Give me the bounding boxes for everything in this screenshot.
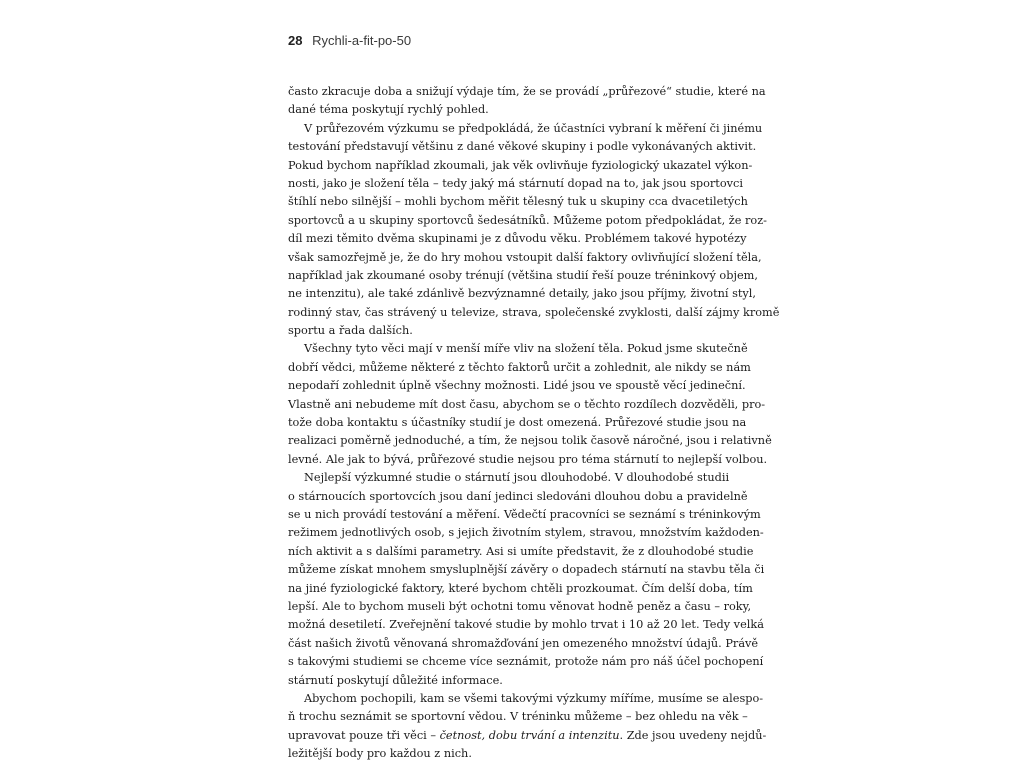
text-line: dané téma poskytují rychlý pohled. <box>288 103 489 117</box>
text-line: ne intenzitu), ale také zdánlivě bezvýznamné detaily, jako jsou příjmy, životní styl, <box>288 287 757 301</box>
text-line: nosti, jako je složení těla – tedy jaký má stárnutí dopad na to, jak jsou sportovci <box>288 176 743 190</box>
text-line: štíhlí nebo silnější – mohli bychom měřit tělesný tuk u skupiny cca dvacetiletých <box>288 195 748 209</box>
text-line: testování představují většinu z dané věkové skupiny i podle vykonávaných aktivit. <box>288 140 757 154</box>
text-line: rodinný stav, čas strávený u televize, strava, společenské zvyklosti, další zájmy kromě <box>288 305 780 319</box>
paragraph-2 <box>288 120 780 341</box>
text-line: Všechny tyto věci mají v menší míře vliv na složení těla. Pokud jsme skutečně <box>304 342 748 356</box>
text-line: můžeme získat mnohem smysluplnější závěry o dopadech stárnutí na stavbu těla či <box>288 563 765 577</box>
text-line: díl mezi těmito dvěma skupinami je z důvodu věku. Problémem takové hypotézy <box>288 232 747 246</box>
text-line: lepší. Ale to bychom museli být ochotni tomu věnovat hodně peněz a času – roky, <box>288 599 752 613</box>
paragraph-4 <box>288 469 765 690</box>
text-line: například jak zkoumané osoby trénují (většina studií řeší pouze tréninkový objem, <box>288 268 758 282</box>
text-line: ň trochu seznámit se sportovní vědou. V tréninku můžeme – bez ohledu na věk – <box>288 710 748 724</box>
text-line: se u nich provádí testování a měření. Vědečtí pracovníci se seznámí s tréninkovým <box>288 507 761 521</box>
text-line: nepodaří zohlednit úplně všechny možnosti. Lidé jsou ve spoustě věcí jedineční. <box>288 379 746 393</box>
paragraph-1 <box>288 83 766 120</box>
text-line: V průřezovém výzkumu se předpokládá, že účastníci vybraní k měření či jinému <box>304 121 763 135</box>
text-line: realizaci poměrně jednoduché, a tím, že nejsou tolik časově náročné, jsou i relativně <box>288 434 772 448</box>
text-fragment: . Zde jsou uvedeny nejdů- <box>619 728 767 742</box>
text-line: Pokud bychom například zkoumali, jak věk ovlivňuje fyziologický ukazatel výkon- <box>288 158 753 172</box>
text-line: o stárnoucích sportovcích jsou daní jedinci sledováni dlouhou dobu a pravidelně <box>288 489 748 503</box>
text-line: s takovými studiemi se chceme více seznámit, protože nám pro náš účel pochopení <box>288 655 764 669</box>
text-line: sportu a řada dalších. <box>288 324 413 338</box>
emphasized-text: četnost, dobu trvání a intenzitu <box>439 728 620 742</box>
page-number: 28 <box>288 33 303 48</box>
text-line: režimem jednotlivých osob, s jejich životním stylem, stravou, množstvím každoden- <box>288 526 764 540</box>
text-line: dobří vědci, můžeme některé z těchto faktorů určit a zohlednit, ale nikdy se nám <box>288 360 751 374</box>
text-line: Nejlepší výzkumné studie o stárnutí jsou dlouhodobé. V dlouhodobé studii <box>304 471 730 485</box>
paragraph-3 <box>288 340 772 469</box>
text-line: Abychom pochopili, kam se všemi takovými výzkumy míříme, musíme se alespo- <box>304 691 764 705</box>
text-line: možná desetiletí. Zveřejnění takové studie by mohlo trvat i 10 až 20 let. Tedy velká <box>288 618 764 632</box>
text-line: na jiné fyziologické faktory, které bychom chtěli prozkoumat. Čím delší doba, tím <box>288 581 753 595</box>
text-line: stárnutí poskytují důležité informace. <box>288 673 503 687</box>
paragraph-5 <box>288 690 767 764</box>
text-line: Vlastně ani nebudeme mít dost času, abychom se o těchto rozdílech dozvěděli, pro- <box>288 397 766 411</box>
text-line: část našich životů věnovaná shromažďování jen omezeného množství údajů. Právě <box>288 636 759 650</box>
text-line: často zkracuje doba a snižují výdaje tím, že se provádí „průřezové“ studie, které na <box>288 85 766 98</box>
running-head <box>288 33 411 48</box>
text-line: ležitější body pro každou z nich. <box>288 747 472 761</box>
body-text <box>288 83 780 763</box>
text-line: však samozřejmě je, že do hry mohou vstoupit další faktory ovlivňující složení těla, <box>288 250 762 264</box>
text-fragment: upravovat pouze tři věci – <box>288 728 440 742</box>
text-line: tože doba kontaktu s účastníky studií je dost omezená. Průřezové studie jsou na <box>288 416 747 430</box>
text-line-with-emphasis <box>288 727 767 745</box>
book-title: Rychli-a-fit-po-50 <box>312 33 412 48</box>
text-line: levné. Ale jak to bývá, průřezové studie nejsou pro téma stárnutí to nejlepší volbou. <box>288 452 768 466</box>
text-line: ních aktivit a s dalšími parametry. Asi si umíte představit, že z dlouhodobé studie <box>288 544 754 558</box>
text-line: sportovců a u skupiny sportovců šedesátníků. Můžeme potom předpokládat, že roz- <box>288 213 767 227</box>
